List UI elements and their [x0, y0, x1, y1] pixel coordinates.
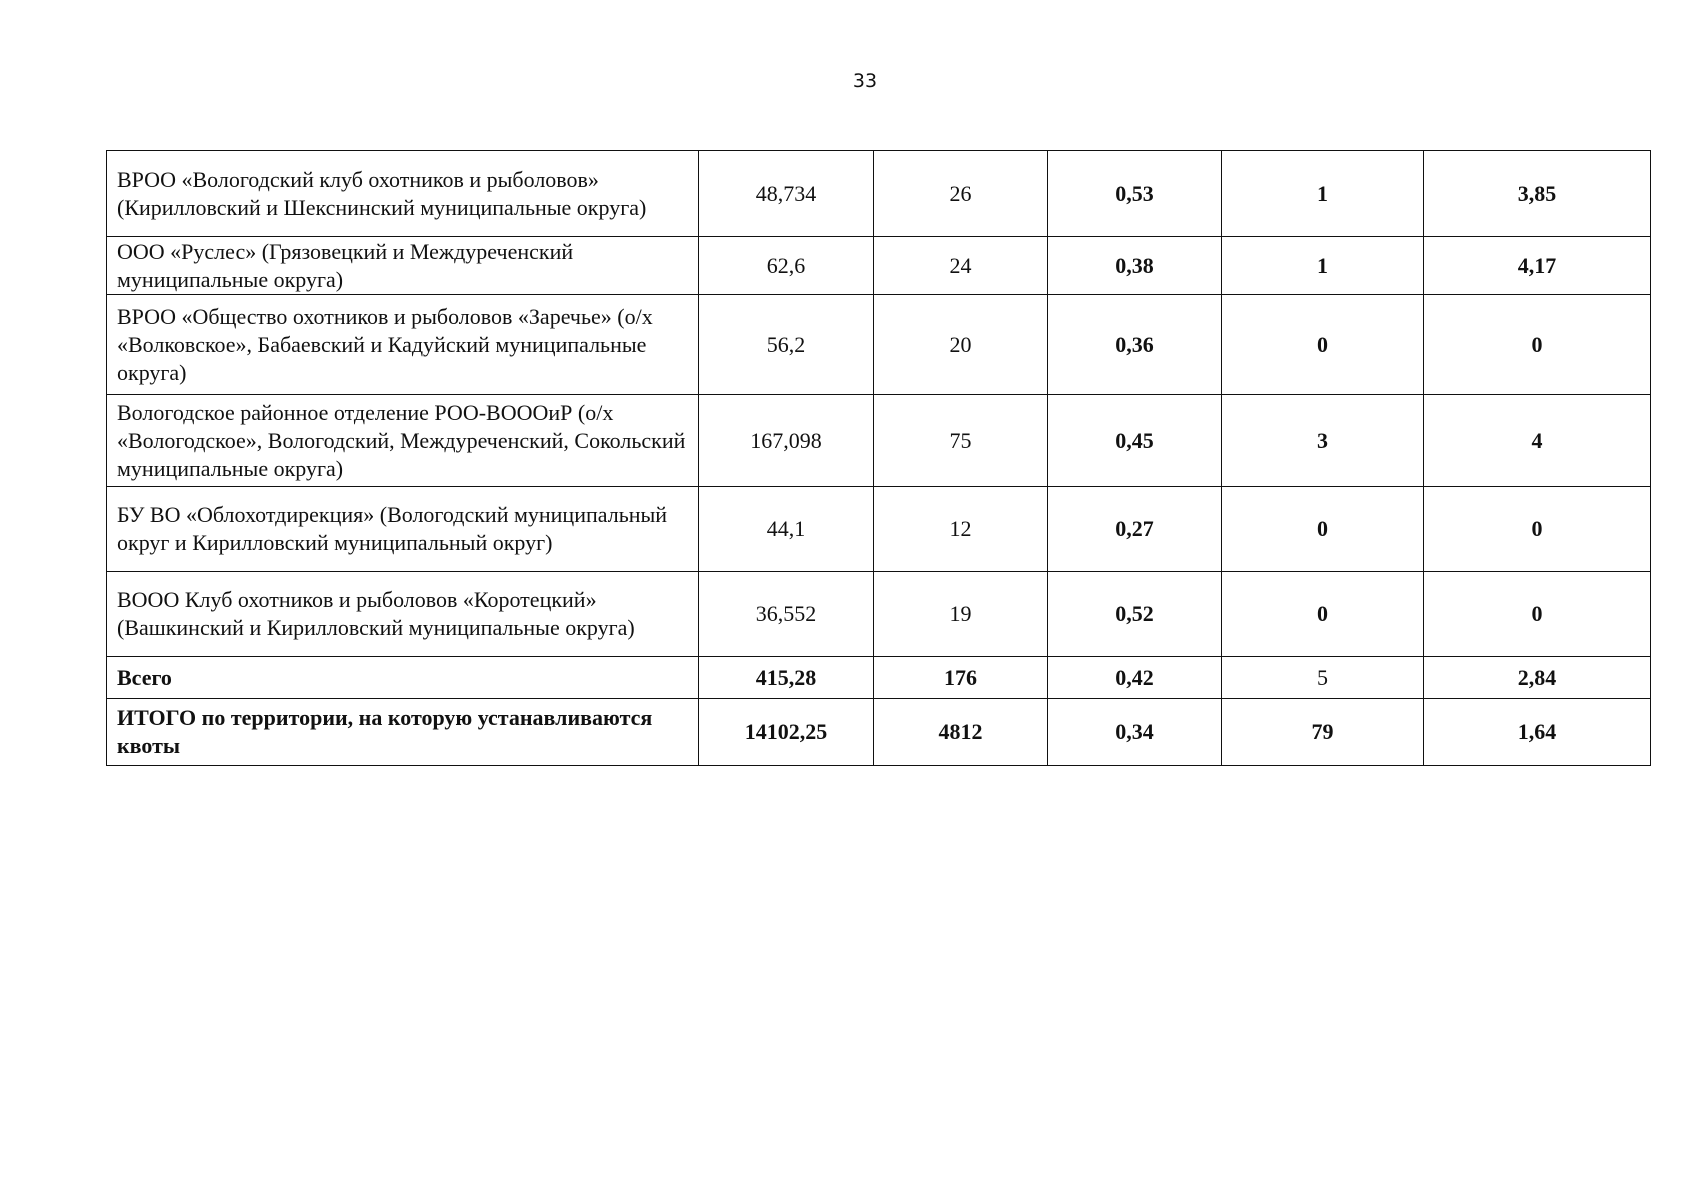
grand-total-row [107, 699, 1651, 766]
density-cell: 0,27 [1048, 487, 1222, 572]
density-cell: 0,53 [1048, 151, 1222, 237]
page-number: 33 [852, 70, 878, 92]
density-cell: 0,36 [1048, 295, 1222, 395]
grand-total-density-cell: 0,34 [1048, 699, 1222, 766]
total-area-cell: 415,28 [699, 657, 874, 699]
count-cell: 26 [874, 151, 1048, 237]
quota-cell: 0 [1222, 572, 1424, 657]
count-cell: 75 [874, 395, 1048, 487]
table-row [107, 237, 1651, 295]
org-name-cell: ВООО Клуб охотников и рыболовов «Коротецкий» (Вашкинский и Кирилловский муниципальные округа) [107, 572, 699, 657]
count-cell: 24 [874, 237, 1048, 295]
quota-cell: 1 [1222, 237, 1424, 295]
area-cell: 62,6 [699, 237, 874, 295]
area-cell: 56,2 [699, 295, 874, 395]
table-row [107, 295, 1651, 395]
table-row [107, 151, 1651, 237]
org-name-cell: ООО «Руслес» (Грязовецкий и Междуреченский муниципальные округа) [107, 237, 699, 295]
percent-cell: 0 [1424, 295, 1651, 395]
count-cell: 19 [874, 572, 1048, 657]
grand-total-area-cell: 14102,25 [699, 699, 874, 766]
total-row [107, 657, 1651, 699]
table-row [107, 487, 1651, 572]
percent-cell: 3,85 [1424, 151, 1651, 237]
grand-total-label: ИТОГО по территории, на которую устанавливаются квоты [107, 699, 699, 766]
quota-table [106, 150, 1651, 766]
area-cell: 167,098 [699, 395, 874, 487]
quota-cell: 0 [1222, 487, 1424, 572]
total-label: Всего [107, 657, 699, 699]
quota-cell: 3 [1222, 395, 1424, 487]
total-quota-cell: 5 [1222, 657, 1424, 699]
total-percent-cell: 2,84 [1424, 657, 1651, 699]
table-row [107, 572, 1651, 657]
quota-cell: 0 [1222, 295, 1424, 395]
total-density-cell: 0,42 [1048, 657, 1222, 699]
grand-total-percent-cell: 1,64 [1424, 699, 1651, 766]
grand-total-count-cell: 4812 [874, 699, 1048, 766]
density-cell: 0,52 [1048, 572, 1222, 657]
grand-total-quota-cell: 79 [1222, 699, 1424, 766]
org-name-cell: БУ ВО «Облохотдирекция» (Вологодский муниципальный округ и Кирилловский муниципальный округ) [107, 487, 699, 572]
count-cell: 12 [874, 487, 1048, 572]
area-cell: 48,734 [699, 151, 874, 237]
org-name-cell: Вологодское районное отделение РОО-ВОООиР (о/х «Вологодское», Вологодский, Междуреченский, Сокольский муниципальные округа) [107, 395, 699, 487]
table-row [107, 395, 1651, 487]
org-name-cell: ВРОО «Вологодский клуб охотников и рыболовов» (Кирилловский и Шекснинский муниципальные округа) [107, 151, 699, 237]
percent-cell: 0 [1424, 487, 1651, 572]
density-cell: 0,45 [1048, 395, 1222, 487]
density-cell: 0,38 [1048, 237, 1222, 295]
count-cell: 20 [874, 295, 1048, 395]
org-name-cell: ВРОО «Общество охотников и рыболовов «Заречье» (о/х «Волковское», Бабаевский и Кадуйский муниципальные округа) [107, 295, 699, 395]
area-cell: 36,552 [699, 572, 874, 657]
area-cell: 44,1 [699, 487, 874, 572]
percent-cell: 4 [1424, 395, 1651, 487]
percent-cell: 0 [1424, 572, 1651, 657]
quota-cell: 1 [1222, 151, 1424, 237]
percent-cell: 4,17 [1424, 237, 1651, 295]
total-count-cell: 176 [874, 657, 1048, 699]
